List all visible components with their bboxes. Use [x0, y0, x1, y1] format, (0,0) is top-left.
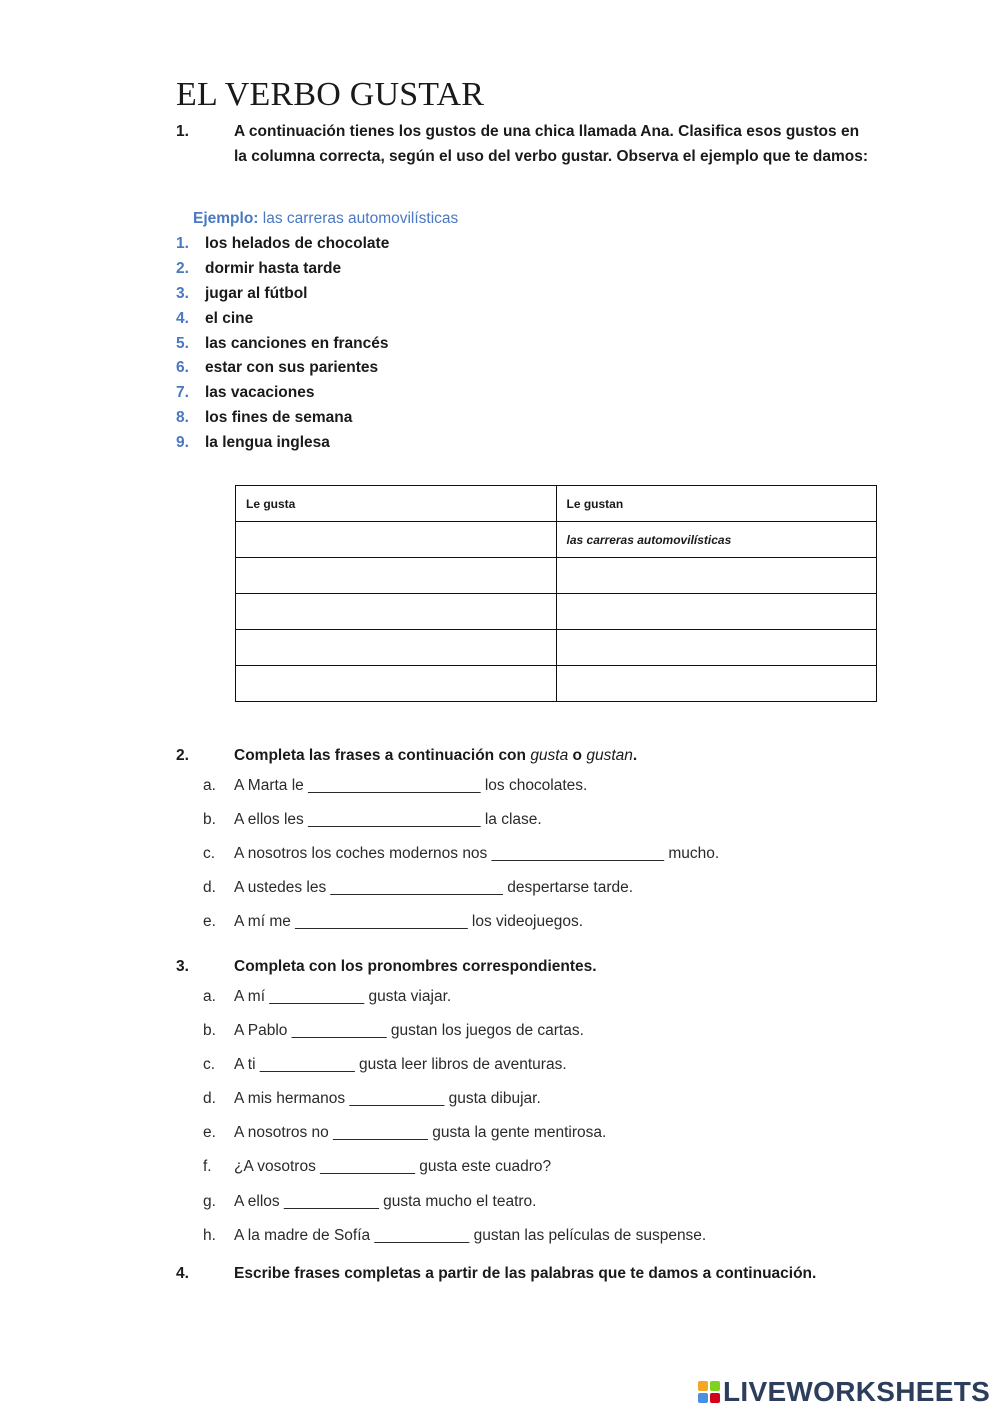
drop-cell[interactable]: [236, 630, 557, 666]
question-text: A continuación tienes los gustos de una chica llamada Ana. Clasifica esos gustos en la columna correcta, según el uso del verbo gustar. Observa el ejemplo que te damos:: [234, 123, 868, 165]
drop-cell[interactable]: [556, 594, 877, 630]
drop-cell[interactable]: [556, 630, 877, 666]
answer-blank[interactable]: ____________________: [308, 777, 481, 794]
question-text: Completa con los pronombres correspondientes.: [234, 958, 597, 975]
answer-blank[interactable]: ____________________: [295, 913, 468, 930]
drop-cell[interactable]: [556, 558, 877, 594]
answer-blank[interactable]: ____________________: [491, 845, 665, 862]
classification-table: [235, 485, 877, 702]
table-row: [236, 630, 877, 666]
drop-cell[interactable]: [236, 666, 557, 702]
answer-blank[interactable]: ____________________: [308, 811, 481, 828]
liveworksheets-logo: [698, 1378, 990, 1406]
example-text: las carreras automovilísticas: [262, 210, 459, 227]
answer-blank[interactable]: ___________: [374, 1226, 470, 1244]
answer-blank[interactable]: ___________: [283, 1192, 379, 1210]
answer-blank[interactable]: ___________: [349, 1090, 445, 1108]
page-title: EL VERBO GUSTAR: [176, 76, 485, 113]
table-header-row: [236, 486, 877, 522]
question-text: Completa las frases a continuación con gusta o gustan.: [234, 747, 638, 764]
drop-cell[interactable]: [236, 558, 557, 594]
table-row: [236, 522, 877, 558]
answer-blank[interactable]: ___________: [291, 1022, 387, 1040]
answer-blank[interactable]: ___________: [259, 1056, 355, 1074]
example-line: [193, 210, 458, 228]
question-number: 3.: [176, 958, 189, 975]
question-text: Escribe frases completas a partir de las palabras que te damos a continuación.: [234, 1265, 817, 1282]
drop-cell[interactable]: [236, 522, 557, 558]
drop-cell[interactable]: [556, 666, 877, 702]
answer-blank[interactable]: ___________: [320, 1158, 415, 1176]
table-row: [236, 666, 877, 702]
table-row: [236, 594, 877, 630]
column-header-le-gustan: Le gustan: [556, 486, 877, 522]
answer-blank[interactable]: ____________________: [330, 879, 503, 896]
logo-text: LIVEWORKSHEETS: [723, 1376, 991, 1407]
drop-cell[interactable]: [236, 594, 557, 630]
answer-blank[interactable]: ___________: [333, 1124, 428, 1142]
table-row: [236, 558, 877, 594]
example-cell: las carreras automovilísticas: [556, 522, 877, 558]
liveworksheets-logo-icon: [698, 1381, 720, 1403]
question-number: 2.: [176, 747, 189, 764]
question-number: 1.: [176, 123, 189, 140]
example-label: Ejemplo:: [193, 210, 259, 227]
column-header-le-gusta: Le gusta: [236, 486, 557, 522]
answer-blank[interactable]: ___________: [269, 988, 365, 1005]
question-number: 4.: [176, 1265, 189, 1282]
